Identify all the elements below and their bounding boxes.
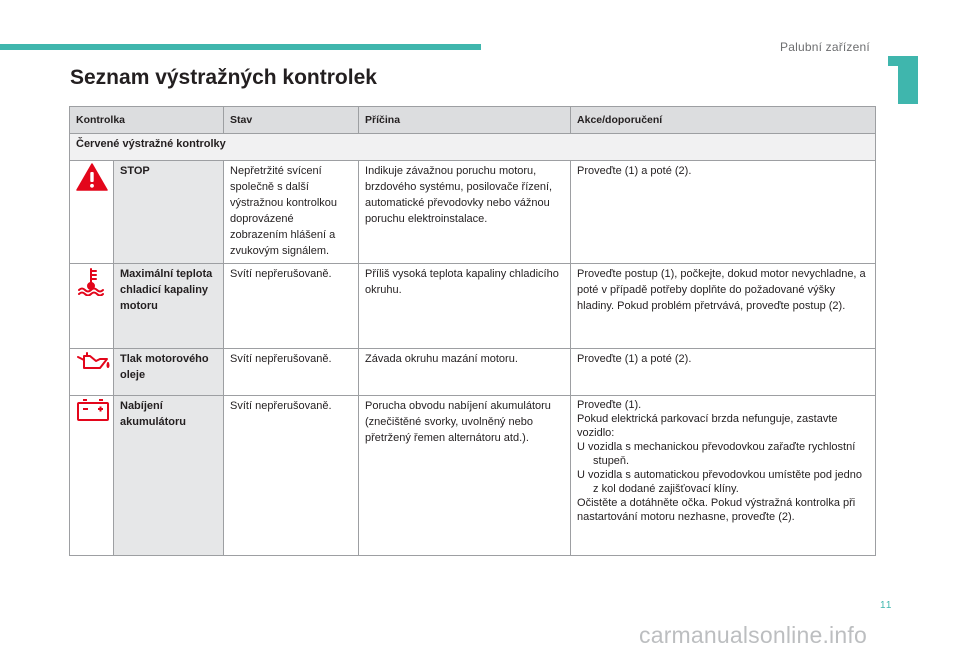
lamp-action: Proveďte postup (1), počkejte, dokud motor nevychladne, a poté v případě potřeby doplňte do požadované výšky hladiny. Pokud problém přetrvává, proveďte postup (2). <box>571 264 876 349</box>
column-header-akce: Akce/doporučení <box>571 107 876 134</box>
coolant-temperature-icon <box>76 287 106 299</box>
warning-triangle-icon <box>76 182 108 194</box>
lamp-state: Svítí nepřerušovaně. <box>224 264 359 349</box>
lamp-cause: Porucha obvodu nabíjení akumulátoru (znečištěné svorky, uvolněný nebo přetržený řemen alternátoru atd.). <box>359 396 571 556</box>
lamp-action: Proveďte (1) a poté (2). <box>571 161 876 264</box>
table-row <box>70 161 876 264</box>
lamp-cause: Příliš vysoká teplota kapaliny chladicího okruhu. <box>359 264 571 349</box>
lamp-cause: Závada okruhu mazání motoru. <box>359 349 571 396</box>
header-accent-bar <box>0 44 481 50</box>
action-bullet: U vozidla s mechanickou převodovkou zařaďte rychlostní stupeň. <box>577 441 856 467</box>
icon-cell <box>70 264 114 349</box>
action-outro: Očistěte a dotáhněte očka. Pokud výstražná kontrolka při nastartování motoru nezhasne, proveďte (2). <box>577 497 856 523</box>
lamp-state: Nepřetržité svícení společně s další výstražnou kontrolkou doprovázené zobrazením hlášení a zvukovým signálem. <box>224 161 359 264</box>
lamp-name: STOP <box>114 161 224 264</box>
lamp-action: Proveďte (1) a poté (2). <box>571 349 876 396</box>
lamp-action <box>571 396 876 556</box>
lamp-name: Tlak motorového oleje <box>114 349 224 396</box>
table-header-row <box>70 107 876 134</box>
battery-icon <box>76 413 110 425</box>
oil-pressure-icon <box>76 364 110 376</box>
lamp-state: Svítí nepřerušovaně. <box>224 349 359 396</box>
icon-cell <box>70 161 114 264</box>
page-number: 11 <box>880 600 893 611</box>
category-heading: Červené výstražné kontrolky <box>70 134 876 161</box>
column-header-stav: Stav <box>224 107 359 134</box>
lamp-name: Maximální teplota chladicí kapaliny motoru <box>114 264 224 349</box>
column-header-kontrolka: Kontrolka <box>70 107 224 134</box>
icon-cell <box>70 349 114 396</box>
table-row <box>70 349 876 396</box>
icon-cell <box>70 396 114 556</box>
table-row <box>70 264 876 349</box>
category-row <box>70 134 876 161</box>
lamp-name: Nabíjení akumulátoru <box>114 396 224 556</box>
action-bullet: U vozidla s automatickou převodovkou umístěte pod jedno z kol dodané zajišťovací klíny. <box>577 469 862 495</box>
action-paragraph: Pokud elektrická parkovací brzda nefunguje, zastavte vozidlo: <box>577 413 838 439</box>
chapter-number-mark <box>898 56 918 104</box>
page-title: Seznam výstražných kontrolek <box>70 66 377 89</box>
lamp-cause: Indikuje závažnou poruchu motoru, brzdového systému, posilovače řízení, automatické převodovky nebo vážnou poruchu elektroinstalace. <box>359 161 571 264</box>
action-intro: Proveďte (1). <box>577 399 642 411</box>
warning-lamps-table <box>69 106 876 556</box>
table-row <box>70 396 876 556</box>
section-title: Palubní zařízení <box>780 40 870 54</box>
lamp-state: Svítí nepřerušovaně. <box>224 396 359 556</box>
column-header-pricina: Příčina <box>359 107 571 134</box>
watermark-text: carmanualsonline.info <box>639 622 867 648</box>
